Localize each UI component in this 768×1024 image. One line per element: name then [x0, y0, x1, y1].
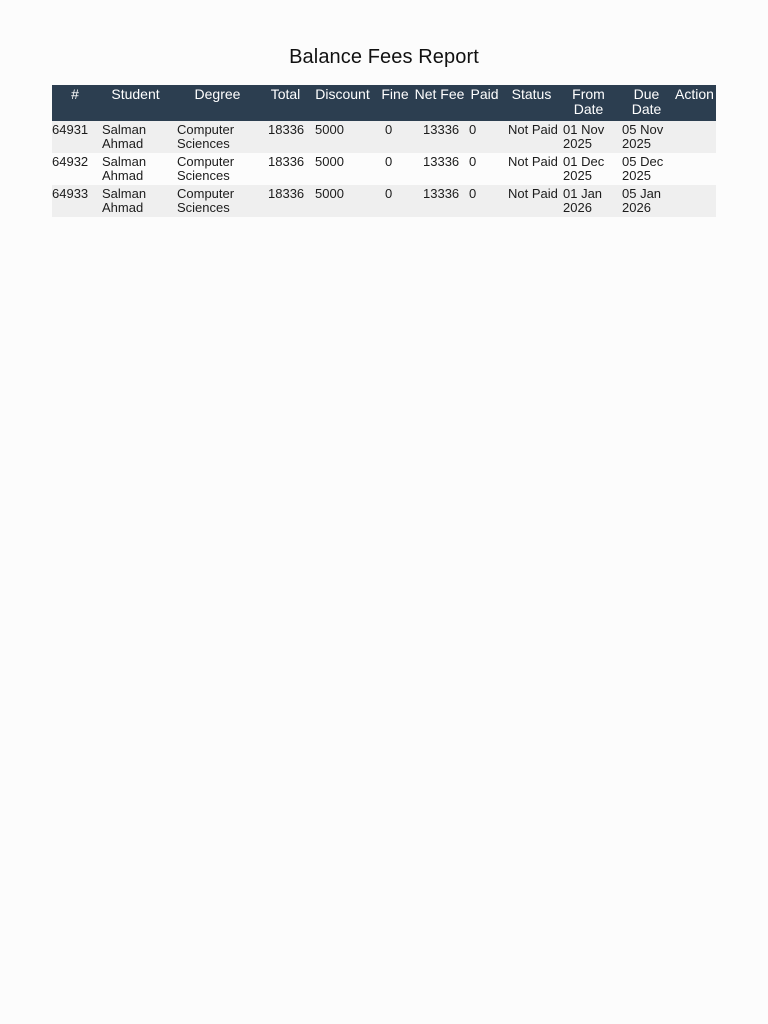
cell-discount: 5000	[309, 121, 376, 153]
cell-action[interactable]	[675, 185, 716, 217]
cell-id: 64933	[52, 185, 98, 217]
cell-discount: 5000	[309, 153, 376, 185]
table-row	[52, 121, 716, 153]
cell-fine: 0	[376, 121, 414, 153]
col-header-degree[interactable]: Degree	[173, 85, 262, 121]
col-header-paid[interactable]: Paid	[465, 85, 504, 121]
cell-id: 64932	[52, 153, 98, 185]
cell-degree: Computer Sciences	[173, 153, 262, 185]
cell-paid: 0	[465, 185, 504, 217]
col-header-student[interactable]: Student	[98, 85, 173, 121]
col-header-total[interactable]: Total	[262, 85, 309, 121]
cell-degree: Computer Sciences	[173, 121, 262, 153]
col-header-fine[interactable]: Fine	[376, 85, 414, 121]
cell-due-date: 05 Dec 2025	[618, 153, 675, 185]
cell-status: Not Paid	[504, 121, 559, 153]
col-header-action[interactable]: Action	[675, 85, 716, 121]
cell-total: 18336	[262, 185, 309, 217]
col-header-net-fee[interactable]: Net Fee	[414, 85, 465, 121]
table-header	[52, 85, 716, 121]
table-row	[52, 185, 716, 217]
cell-student: Salman Ahmad	[98, 153, 173, 185]
cell-from-date: 01 Nov 2025	[559, 121, 618, 153]
cell-from-date: 01 Dec 2025	[559, 153, 618, 185]
cell-net-fee: 13336	[414, 185, 465, 217]
cell-from-date: 01 Jan 2026	[559, 185, 618, 217]
cell-net-fee: 13336	[414, 121, 465, 153]
col-header-status[interactable]: Status	[504, 85, 559, 121]
cell-fine: 0	[376, 185, 414, 217]
col-header-discount[interactable]: Discount	[309, 85, 376, 121]
cell-status: Not Paid	[504, 185, 559, 217]
col-header-id[interactable]: #	[52, 85, 98, 121]
cell-paid: 0	[465, 153, 504, 185]
cell-fine: 0	[376, 153, 414, 185]
cell-action[interactable]	[675, 121, 716, 153]
cell-id: 64931	[52, 121, 98, 153]
cell-student: Salman Ahmad	[98, 121, 173, 153]
cell-degree: Computer Sciences	[173, 185, 262, 217]
cell-status: Not Paid	[504, 153, 559, 185]
col-header-from-date[interactable]: From Date	[559, 85, 618, 121]
report-title: Balance Fees Report	[289, 46, 479, 68]
cell-total: 18336	[262, 153, 309, 185]
balance-fees-table	[52, 85, 716, 217]
cell-net-fee: 13336	[414, 153, 465, 185]
table-row	[52, 153, 716, 185]
cell-total: 18336	[262, 121, 309, 153]
cell-discount: 5000	[309, 185, 376, 217]
cell-paid: 0	[465, 121, 504, 153]
cell-action[interactable]	[675, 153, 716, 185]
cell-due-date: 05 Nov 2025	[618, 121, 675, 153]
col-header-due-date[interactable]: Due Date	[618, 85, 675, 121]
header-row	[52, 85, 716, 121]
cell-due-date: 05 Jan 2026	[618, 185, 675, 217]
cell-student: Salman Ahmad	[98, 185, 173, 217]
table-body	[52, 121, 716, 217]
